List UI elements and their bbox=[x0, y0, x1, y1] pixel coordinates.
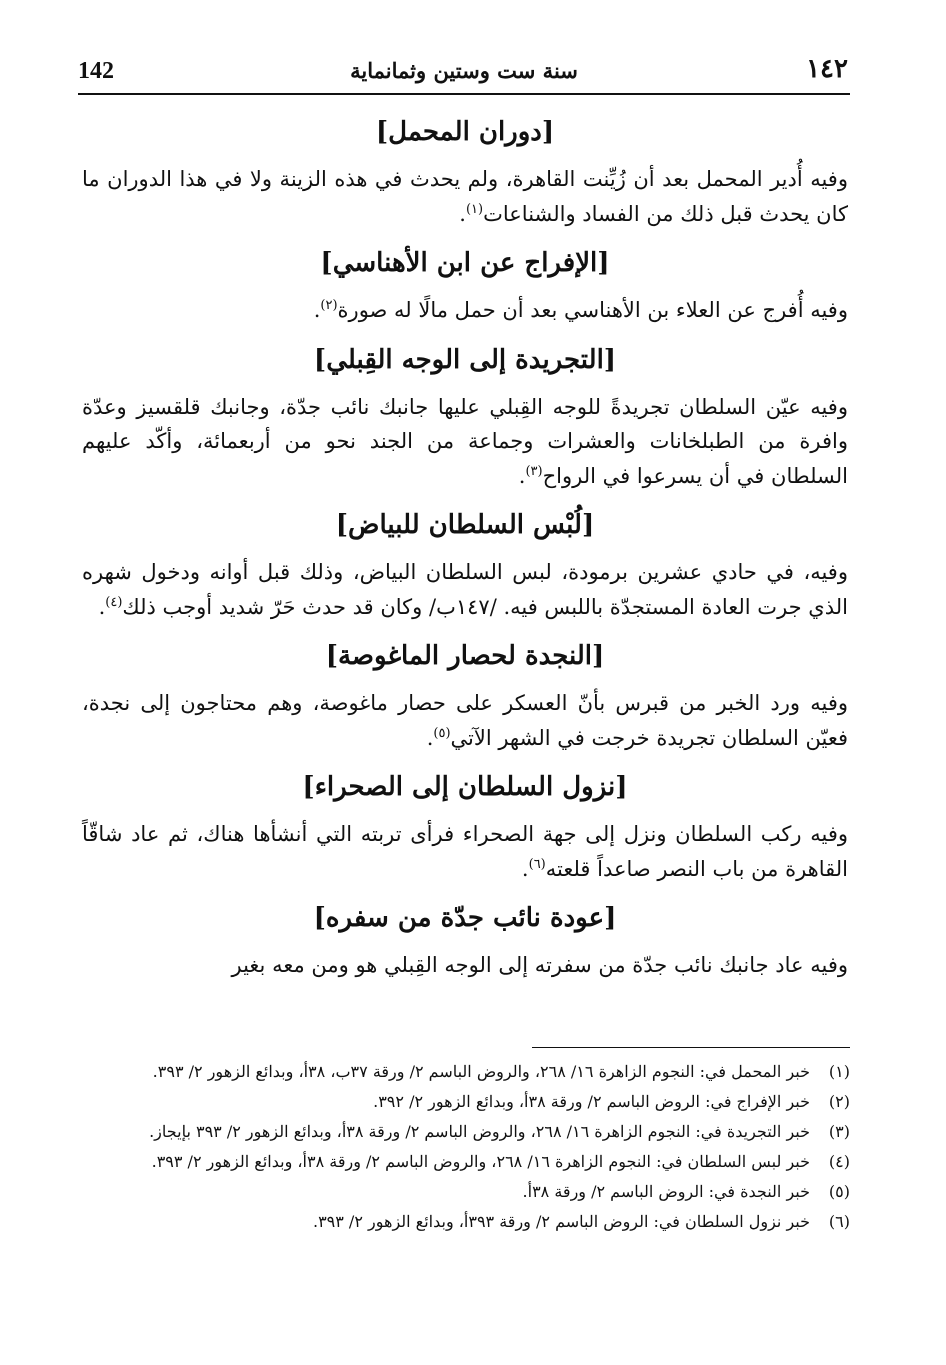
section-paragraph: وفيه أُدير المحمل بعد أن زُيِّنت القاهرة، ولم يحدث في هذه الزينة ولا في هذا الدوران ما كان يحدث قبل ذلك من الفساد والشناعات$^{(١)}$. bbox=[82, 167, 848, 226]
footnote-text: خبر لبس السلطان في: النجوم الزاهرة ١٦/ ٢٦٨، والروض الباسم ٢/ ورقة ٣٨أ، وبدائع الزهور ٢/ ٣٩٣. bbox=[151, 1152, 810, 1171]
page-number-latin: 142 bbox=[78, 58, 114, 84]
footnote bbox=[82, 1058, 850, 1085]
running-header bbox=[78, 52, 850, 92]
footnotes bbox=[82, 1058, 850, 1238]
footnote bbox=[82, 1088, 850, 1115]
footnote-text: خبر المحمل في: النجوم الزاهرة ١٦/ ٢٦٨، والروض الباسم ٢/ ورقة ٣٧ب، ٣٨أ، وبدائع الزهور ٢/ ٣٩٣. bbox=[152, 1062, 810, 1081]
footnote-number: (٤) bbox=[828, 1152, 850, 1171]
section-paragraph: وفيه ركب السلطان ونزل إلى جهة الصحراء فرأى تربته التي أنشأها هناك، ثم عاد شاقّاً القاهرة من باب النصر صاعداً قلعته$^{(٦)}$. bbox=[82, 822, 848, 881]
footnote bbox=[82, 1208, 850, 1235]
footnote-marker: (٢) bbox=[320, 298, 338, 313]
page-number-arabic: ١٤٢ bbox=[806, 54, 848, 84]
footnote-marker: (٤) bbox=[105, 594, 123, 610]
footnote-marker: (١) bbox=[465, 201, 484, 217]
section-title: [التجريدة إلى الوجه القِبلي] bbox=[313, 344, 617, 375]
running-title: سنة ست وستين وثمانماية bbox=[350, 58, 578, 83]
section-title: [عودة نائب جدّة من سفره] bbox=[313, 903, 617, 933]
footnote-marker: (٥) bbox=[433, 725, 451, 741]
section-title: [نزول السلطان إلى الصحراء] bbox=[302, 772, 628, 802]
section-title: [دوران المحمل] bbox=[375, 117, 555, 147]
footnote-number: (٥) bbox=[828, 1182, 850, 1201]
footnote-number: (٢) bbox=[828, 1092, 850, 1111]
footnote bbox=[82, 1118, 850, 1145]
footnote-rule bbox=[532, 1047, 850, 1048]
section-paragraph: وفيه عيّن السلطان تجريدةً للوجه القِبلي عليها جانبك نائب جدّة، وجانبك قلقسيز وعدّة وافرة من الطبلخانات والعشرات وجماعة من الجند نحو من أربعمائة، وأكّد عليهم السلطان في أن يسرعوا في الرواح$^{(٣)}$. bbox=[82, 394, 848, 488]
footnote-text: خبر الإفراج في: الروض الباسم ٢/ ورقة ٣٨أ، وبدائع الزهور ٢/ ٣٩٢. bbox=[373, 1092, 810, 1111]
footnote-marker: (٦) bbox=[528, 856, 546, 872]
footnote-text: خبر النجدة في: الروض الباسم ٢/ ورقة ٣٨أ. bbox=[522, 1182, 810, 1201]
section-paragraph: وفيه أُفرج عن العلاء بن الأهناسي بعد أن حمل مالًا له صورة$^{(٢)}$. bbox=[313, 298, 848, 322]
footnote-number: (١) bbox=[828, 1062, 850, 1081]
section-title: [لُبْس السلطان للبياض] bbox=[335, 510, 595, 540]
section-title: [الإفراج عن ابن الأهناسي] bbox=[320, 248, 610, 278]
section-paragraph: وفيه، في حادي عشرين برمودة، لبس السلطان البياض، وذلك قبل أوانه ودخول شهره الذي جرت العادة المستجدّة باللبس فيه. /١٤٧ب/ وكان قد حدث حَرّ شديد أوجب ذلك$^{(٤)}$. bbox=[82, 560, 848, 619]
footnote-marker: (٣) bbox=[525, 463, 543, 479]
footnote-text: خبر نزول السلطان في: الروض الباسم ٢/ ورقة ٣٩٣أ، وبدائع الزهور ٢/ ٣٩٣. bbox=[312, 1212, 810, 1231]
main-text bbox=[82, 112, 848, 995]
section-paragraph: وفيه ورد الخبر من قبرس بأنّ العسكر على حصار ماغوصة، وهم محتاجون إلى نجدة، فعيّن السلطان تجريدة خرجت في الشهر الآتي$^{(٥)}$. bbox=[82, 691, 848, 750]
header-rule bbox=[78, 93, 850, 95]
footnote bbox=[82, 1178, 850, 1205]
footnote-text: خبر التجريدة في: النجوم الزاهرة ١٦/ ٢٦٨، والروض الباسم ٢/ ورقة ٣٨أ، وبدائع الزهور ٢/ ٣٩٣ بإيجاز. bbox=[149, 1122, 810, 1141]
footnote bbox=[82, 1148, 850, 1175]
section-title: [النجدة لحصار الماغوصة] bbox=[325, 641, 605, 671]
section-paragraph: وفيه عاد جانبك نائب جدّة من سفرته إلى الوجه القِبلي هو ومن معه بغير bbox=[231, 953, 848, 977]
footnote-number: (٣) bbox=[828, 1122, 850, 1141]
footnote-number: (٦) bbox=[828, 1212, 850, 1231]
